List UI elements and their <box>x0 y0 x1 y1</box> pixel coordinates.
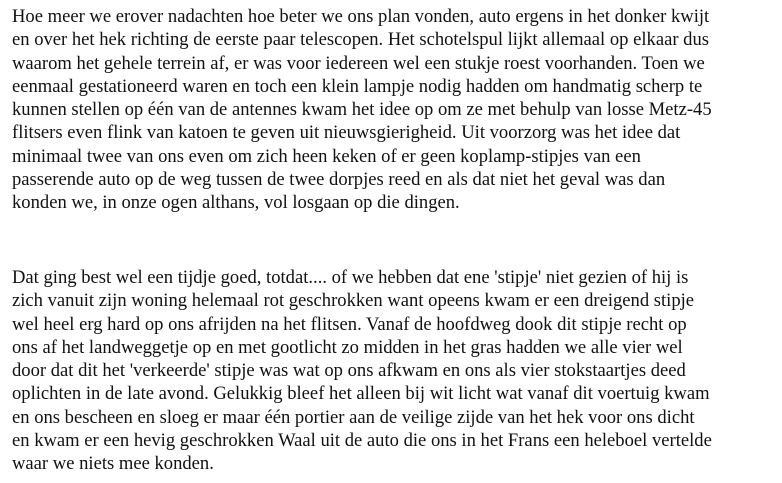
text-line: flitsers even flink van katoen te geven uit nieuwsgierigheid. Uit voorzorg was het idee dat <box>12 122 681 144</box>
text-line: minimaal twee van ons even om zich heen keken of er geen koplamp-stipjes van een <box>12 145 641 167</box>
text-line: passerende auto op de weg tussen de twee dorpjes reed en als dat niet het geval was dan <box>12 169 666 191</box>
text-line: en over het hek richting de eerste paar telescopen. Het schotelspul lijkt allemaal op elkaar dus <box>12 29 710 51</box>
text-line: en ons bescheen en sloeg er maar één portier aan de veilige zijde van het hek voor ons dicht <box>12 406 695 428</box>
text-line: en kwam er een hevig geschrokken Waal uit de auto die ons in het Frans een heleboel vertelde <box>12 430 712 452</box>
paragraph-2 <box>12 266 712 476</box>
text-line: Dat ging best wel een tijdje goed, totdat.... of we hebben dat ene 'stipje' niet gezien of hij is <box>12 267 689 288</box>
text-line: waar we niets mee konden. <box>12 453 214 475</box>
text-line: kunnen stellen op één van de antennes kwam het idee op om ze met behulp van losse Metz-45 <box>12 99 712 121</box>
text-line: wel heel erg hard op ons afrijden na het flitsen. Vanaf de hoofdweg dook dit stipje recht op <box>12 313 687 335</box>
text-line: oplichten in de late avond. Gelukkig bleef het alleen bij wit licht wat vanaf dit voertuig kwam <box>12 383 710 405</box>
paragraph-1 <box>12 5 712 215</box>
text-line: ons af het landweggetje op en met gootlicht zo midden in het gras hadden we alle vier wel <box>12 336 683 358</box>
text-line: door dat dit het 'verkeerde' stipje was wat op ons afkwam en ons als vier stokstaartjes deed <box>12 360 686 382</box>
text-line: waarom het gehele terrein af, er was voor iedereen wel een stukje roest voorhanden. Toen we <box>12 52 705 74</box>
text-line: eenmaal gestationeerd waren en toch een klein lampje nodig hadden om handmatig scherp te <box>12 75 703 97</box>
text-line: zich vanuit zijn woning helemaal rot geschrokken want opeens kwam er een dreigend stipje <box>12 290 695 312</box>
text-line: konden we, in onze ogen althans, vol losgaan op die dingen. <box>12 192 460 214</box>
text-line: Hoe meer we erover nadachten hoe beter we ons plan vonden, auto ergens in het donker kwijt <box>12 6 710 27</box>
